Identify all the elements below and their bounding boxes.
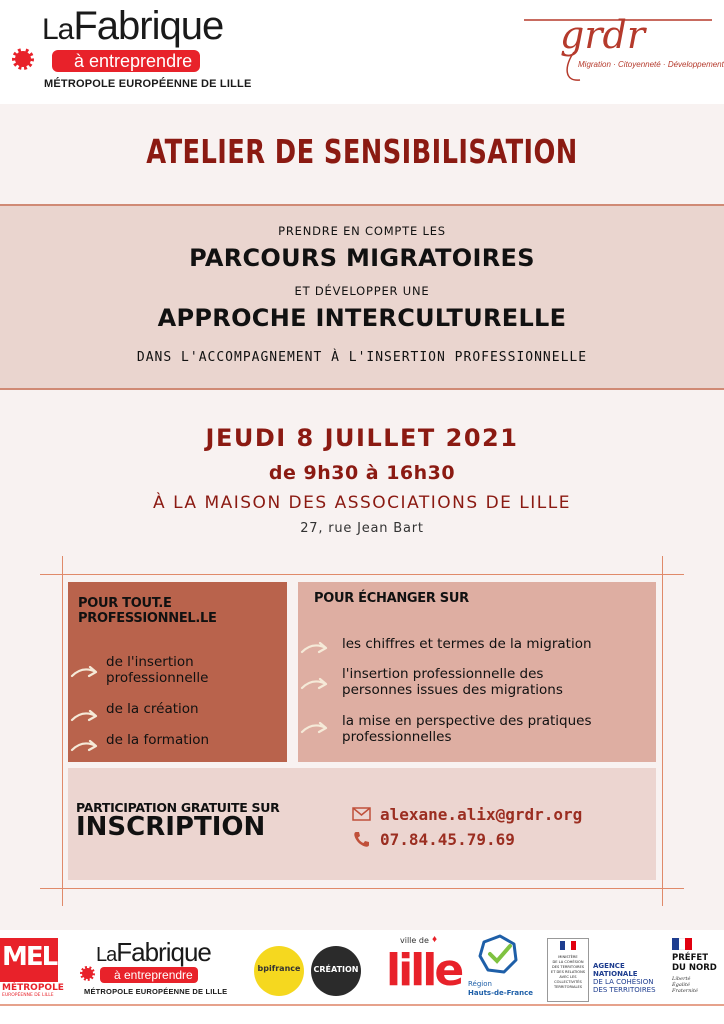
topics-box [298, 582, 656, 762]
envelope-icon [352, 807, 371, 821]
phone-link[interactable]: 07.84.45.79.69 [380, 830, 515, 849]
ministere-text [548, 955, 588, 990]
list-item: de la création [106, 701, 199, 717]
mel-logo [0, 938, 62, 1000]
lafabrique-la: La [42, 13, 74, 46]
topics-heading: POUR ÉCHANGER SUR [314, 591, 469, 606]
grdr-logo [520, 6, 720, 86]
flag-icon [560, 941, 576, 950]
agence-line-2: NATIONALE [593, 970, 638, 978]
lafabrique-wordmark [42, 6, 223, 50]
arrow-icon [70, 708, 100, 724]
inscription-label: INSCRIPTION [76, 812, 266, 842]
band-line-1: PRENDRE EN COMPTE LES [278, 224, 446, 238]
lafabrique-badge: à entreprendre [52, 50, 200, 72]
theme-band [0, 206, 724, 390]
event-time: de 9h30 à 16h30 [268, 462, 456, 484]
band-line-2: PARCOURS MIGRATOIRES [189, 244, 535, 272]
list-item [342, 713, 592, 745]
ministere-line-6: COLLECTIVITÉS [554, 980, 582, 984]
prefet-logo [672, 938, 722, 1002]
arrow-icon [300, 676, 330, 692]
lafabrique-footer-badge: à entreprendre [100, 967, 198, 983]
prefet-motto-2: Égalité [672, 982, 690, 988]
ministere-line-7: TERRITORIALES [553, 985, 583, 989]
marianne-flag-icon [672, 938, 692, 950]
lafabrique-word: Fabrique [73, 4, 224, 48]
phone-icon [353, 831, 370, 848]
audience-box [68, 582, 287, 762]
agence-line-4: DES TERRITOIRES [593, 986, 656, 994]
lafabrique-footer-subtitle: MÉTROPOLE EUROPÉENNE DE LILLE [84, 987, 228, 996]
frame-line-bottom [40, 888, 684, 889]
grdr-tagline: Migration · Citoyenneté · Développement [578, 60, 724, 69]
arrow-icon [70, 738, 100, 754]
prefet-line-2: DU NORD [672, 963, 717, 973]
prefet-motto-3: Fraternité [672, 988, 698, 994]
region-line-2: Hauts-de-France [468, 989, 534, 997]
band-line-4: APPROCHE INTERCULTURELLE [157, 304, 567, 332]
participation-label: PARTICIPATION GRATUITE SUR [76, 800, 280, 815]
region-shape-icon [476, 934, 520, 976]
creation-word: CRÉATION [313, 965, 359, 974]
prefet-motto-1: Liberté [672, 976, 691, 982]
band-line-5: DANS L'ACCOMPAGNEMENT À L'INSERTION PROFESSIONNELLE [136, 350, 588, 365]
ministere-line-5: AVEC LES [559, 975, 577, 979]
prefet-line-1: PRÉFET [672, 953, 708, 963]
list-item [106, 654, 208, 686]
email-link[interactable]: alexane.alix@grdr.org [380, 805, 583, 824]
flame-icon: ♦ [432, 934, 438, 945]
event-date: JEUDI 8 JUILLET 2021 [205, 424, 519, 452]
bpifrance-logo [254, 946, 304, 996]
arrow-icon [70, 664, 100, 680]
mel-word: MEL [2, 942, 57, 972]
audience-heading [78, 596, 217, 626]
list-item [342, 666, 563, 698]
list-item: de la formation [106, 732, 210, 748]
frame-line-left [62, 556, 63, 906]
prefet-motto [672, 976, 698, 994]
arrow-icon [300, 720, 330, 736]
lille-word: lille [386, 945, 462, 996]
agence-logo [593, 962, 663, 998]
mel-sub: MÉTROPOLE [2, 983, 64, 993]
ministere-line-3: DES TERRITOIRES [551, 965, 585, 969]
list-item: les chiffres et termes de la migration [342, 636, 592, 652]
lafabrique-subtitle: MÉTROPOLE EUROPÉENNE DE LILLE [44, 78, 252, 90]
event-place: À LA MAISON DES ASSOCIATIONS DE LILLE [153, 493, 571, 513]
event-address: 27, rue Jean Bart [300, 521, 424, 536]
ministere-line-2: DE LA COHÉSION [552, 960, 584, 964]
ministere-line-4: ET DES RELATIONS [550, 970, 586, 974]
agence-line-3: DE LA COHÉSION [593, 978, 654, 986]
audience-heading-line-1: POUR TOUT.E [78, 596, 172, 611]
page-title: ATELIER DE SENSIBILISATION [146, 132, 578, 171]
topics-item-3-line-2: professionnelles [342, 729, 452, 745]
lafabrique-logo [42, 4, 252, 96]
prefet-title [672, 953, 717, 973]
lafabrique-footer-wordmark [96, 938, 211, 969]
band-bottom-line [0, 388, 724, 390]
lafabrique-footer-la: La [96, 944, 117, 966]
sun-icon [12, 48, 34, 70]
grdr-word: grdr [560, 13, 645, 57]
creation-logo [311, 946, 361, 996]
ministere-line-1: MINISTÈRE [558, 955, 578, 959]
topics-item-2-line-2: personnes issues des migrations [342, 682, 563, 698]
region-line-1: Région [468, 980, 492, 988]
audience-item-1-line-2: professionnelle [106, 670, 209, 686]
frame-line-right [662, 556, 663, 906]
bpifrance-word: bpifrance [257, 964, 301, 973]
band-line-3: ET DÉVELOPPER UNE [294, 284, 430, 298]
mel-sub2: EUROPÉENNE DE LILLE [2, 993, 54, 998]
audience-item-1-line-1: de l'insertion [106, 654, 194, 670]
agence-line-1: AGENCE [593, 962, 625, 970]
sun-icon [80, 966, 95, 981]
topics-item-2-line-1: l'insertion professionnelle des [342, 666, 544, 682]
lafabrique-footer-word: Fabrique [116, 937, 211, 967]
band-top-line [0, 204, 724, 206]
lafabrique-footer-logo [84, 937, 246, 1000]
footer-line [0, 1004, 724, 1006]
audience-heading-line-2: PROFESSIONNEL.LE [78, 611, 217, 626]
ministere-logo [547, 938, 589, 1002]
lille-ville-de: ville de [400, 936, 429, 945]
frame-line-top [40, 574, 684, 575]
arrow-icon [300, 640, 330, 656]
topics-item-3-line-1: la mise en perspective des pratiques [342, 713, 592, 729]
lille-logo [386, 934, 462, 1002]
region-logo [464, 934, 534, 1002]
